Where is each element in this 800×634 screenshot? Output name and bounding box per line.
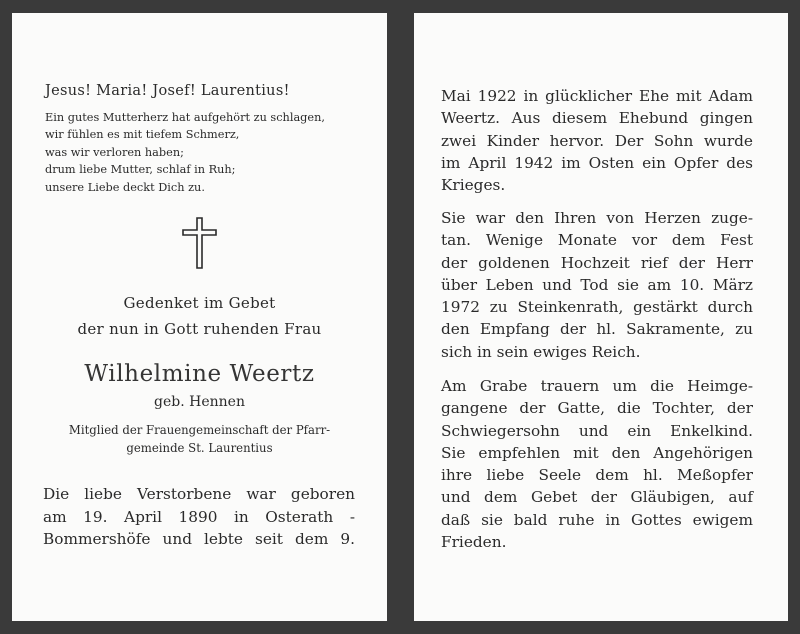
body-line: den Empfang der hl. Sakramente, zu [441, 320, 753, 339]
body-line: Frieden. [441, 533, 507, 552]
biography-paragraph-death [441, 207, 753, 363]
body-line: am 19. April 1890 in Osterath - [43, 507, 355, 526]
body-line: tan. Wenige Monate vor dem Fest [441, 231, 753, 250]
body-line: Bommershöfe und lebte seit dem 9. [43, 530, 355, 548]
prayer-line: der nun in Gott ruhenden Frau [77, 320, 322, 338]
invocation-heading: Jesus! Maria! Josef! Laurentius! [45, 83, 290, 99]
body-line: Schwiegersohn und ein Enkelkind. [441, 421, 753, 440]
verse-line: Ein gutes Mutterherz hat aufgehört zu schlagen, [45, 111, 325, 124]
membership-line: Mitglied der Frauengemeinschaft der Pfarr- [68, 423, 331, 437]
body-line: im April 1942 im Osten ein Opfer des [441, 153, 753, 172]
body-line: 1972 zu Steinkenrath, gestärkt durch [441, 298, 753, 317]
body-line: Sie empfehlen mit den Angehörigen [441, 443, 753, 462]
body-line: und dem Gebet der Gläubigen, auf [441, 488, 753, 507]
deceased-name: Wilhelmine Weertz [84, 361, 315, 387]
biography-paragraph-mourners [441, 375, 753, 553]
verse-line: drum liebe Mutter, schlaf in Ruh; [45, 163, 236, 177]
biography-paragraph-marriage [441, 85, 753, 196]
right-card-page [414, 13, 788, 621]
body-line: gangene der Gatte, die Tochter, der [441, 399, 753, 418]
birth-name: geb. Hennen [154, 394, 245, 410]
latin-cross-icon [182, 217, 217, 269]
body-line: der goldenen Hochzeit rief der Herr [441, 253, 753, 272]
left-card-page [12, 13, 387, 621]
body-line: Weertz. Aus diesem Ehebund gingen [441, 109, 753, 128]
body-line: sich in sein ewiges Reich. [441, 342, 641, 361]
verse-line: was wir verloren haben; [45, 145, 184, 159]
body-line: zwei Kinder hervor. Der Sohn wurde [441, 131, 753, 150]
body-line: Mai 1922 in glücklicher Ehe mit Adam [441, 87, 753, 105]
verse-line: wir fühlen es mit tiefem Schmerz, [45, 128, 240, 142]
body-line: ihre liebe Seele dem hl. Meßopfer [441, 466, 753, 485]
memorial-verse [45, 109, 375, 196]
body-line: Sie war den Ihren von Herzen zuge- [441, 209, 753, 227]
biography-start [43, 483, 355, 551]
body-line: daß sie bald ruhe in Gottes ewigem [441, 510, 753, 529]
verse-line: unsere Liebe deckt Dich zu. [45, 180, 205, 194]
body-line: Die liebe Verstorbene war geboren [43, 485, 355, 503]
body-line: über Leben und Tod sie am 10. März [441, 275, 753, 294]
membership-line: gemeinde St. Laurentius [126, 441, 273, 455]
body-line: Krieges. [441, 176, 506, 195]
body-line: Am Grabe trauern um die Heimge- [441, 377, 753, 395]
prayer-line: Gedenket im Gebet [123, 294, 276, 312]
